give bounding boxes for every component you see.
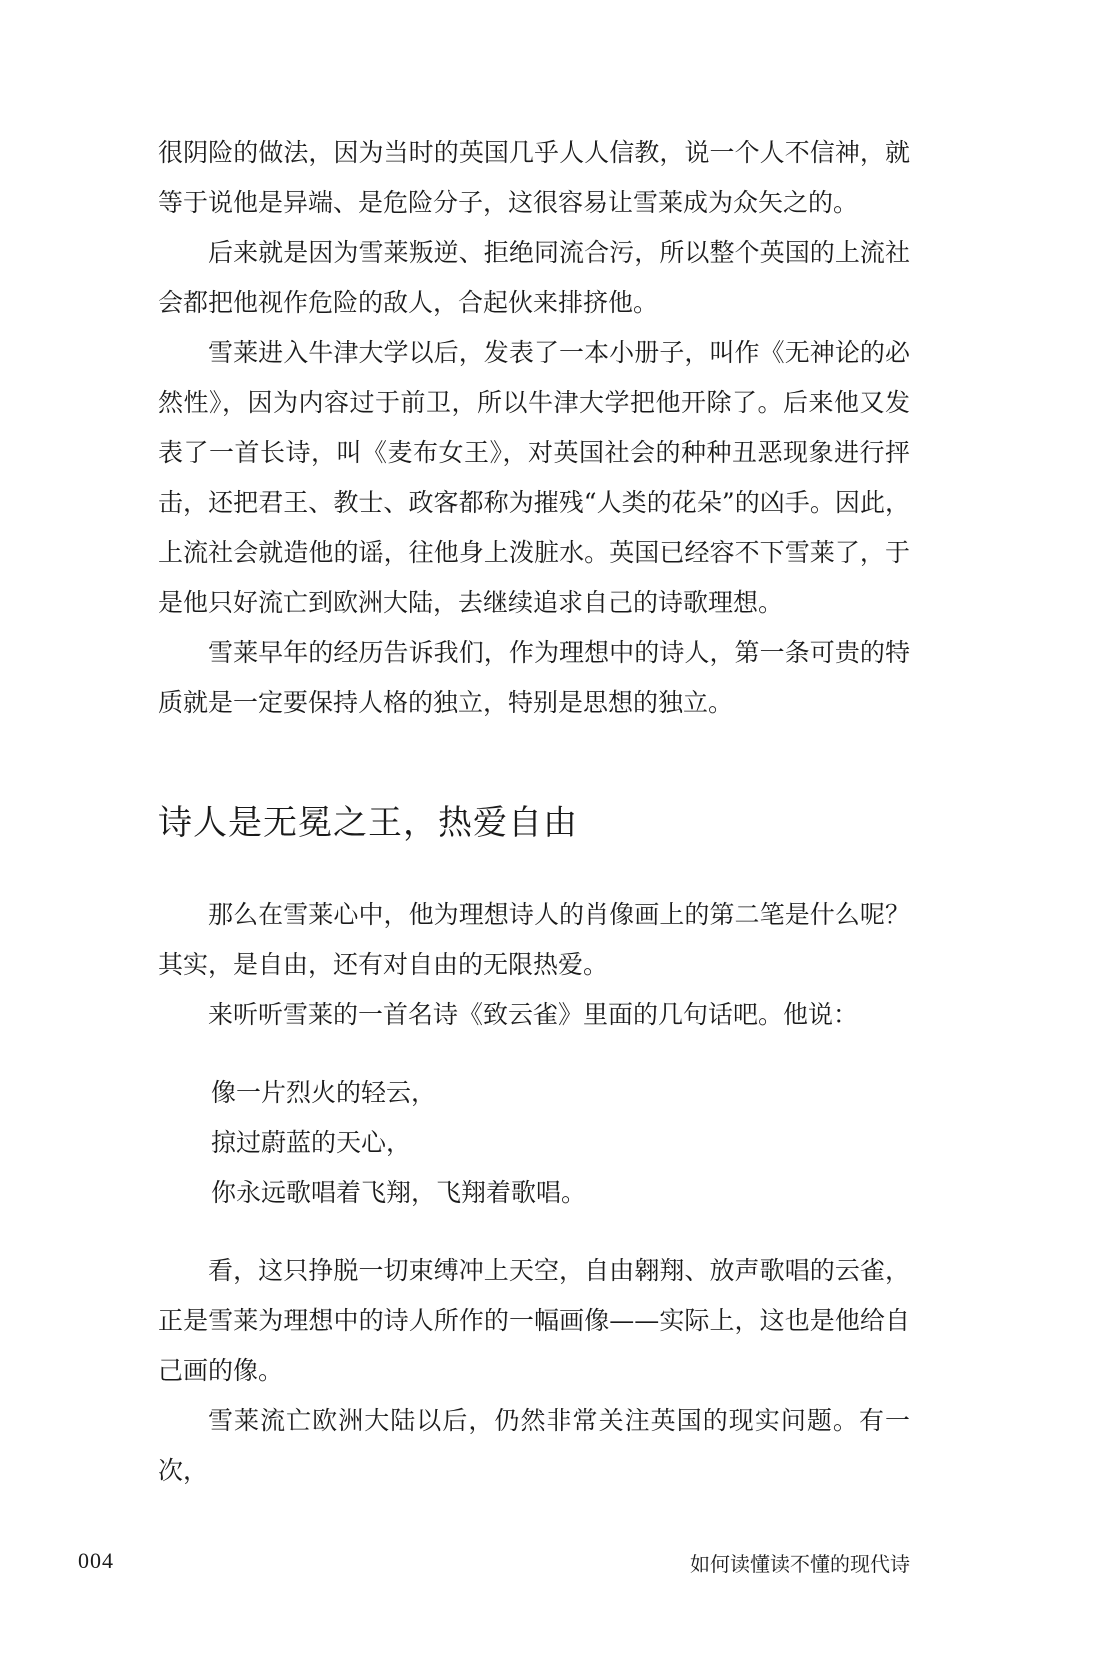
body-paragraph: 雪莱早年的经历告诉我们，作为理想中的诗人，第一条可贵的特质就是一定要保持人格的独立，特别是思想的独立。 xyxy=(158,638,910,717)
body-paragraph: 看，这只挣脱一切束缚冲上天空，自由翱翔、放声歌唱的云雀，正是雪莱为理想中的诗人所作的一幅画像——实际上，这也是他给自己画的像。 xyxy=(158,1256,910,1385)
body-paragraph: 后来就是因为雪莱叛逆、拒绝同流合污，所以整个英国的上流社会都把他视作危险的敌人，合起伙来排挤他。 xyxy=(158,238,910,317)
page-body xyxy=(158,128,910,1496)
poem-line: 你永远歌唱着飞翔，飞翔着歌唱。 xyxy=(211,1178,587,1207)
poem-quote xyxy=(211,1068,910,1218)
body-paragraph: 雪莱进入牛津大学以后，发表了一本小册子，叫作《无神论的必然性》，因为内容过于前卫，所以牛津大学把他开除了。后来他又发表了一首长诗，叫《麦布女王》，对英国社会的种种丑恶现象进行抨击，还把君王、教士、政客都称为摧残“人类的花朵”的凶手。因此，上流社会就造他的谣，往他身上泼脏水。英国已经容不下雪莱了，于是他只好流亡到欧洲大陆，去继续追求自己的诗歌理想。 xyxy=(158,338,910,617)
running-title: 如何读懂读不懂的现代诗 xyxy=(690,1552,910,1576)
page-number: 004 xyxy=(78,1548,114,1573)
poem-line: 像一片烈火的轻云， xyxy=(211,1078,437,1107)
body-paragraph: 来听听雪莱的一首名诗《致云雀》里面的几句话吧。他说： xyxy=(208,1000,859,1029)
body-paragraph: 很阴险的做法，因为当时的英国几乎人人信教，说一个人不信神，就等于说他是异端、是危险分子，这很容易让雪莱成为众矢之的。 xyxy=(158,138,910,217)
section-heading: 诗人是无冕之王，热爱自由 xyxy=(158,803,578,843)
body-paragraph: 雪莱流亡欧洲大陆以后，仍然非常关注英国的现实问题。有一次， xyxy=(158,1406,910,1485)
poem-line: 掠过蔚蓝的天心， xyxy=(211,1128,412,1157)
body-paragraph: 那么在雪莱心中，他为理想诗人的肖像画上的第二笔是什么呢？其实，是自由，还有对自由的无限热爱。 xyxy=(158,900,910,979)
page-footer xyxy=(78,1548,910,1588)
